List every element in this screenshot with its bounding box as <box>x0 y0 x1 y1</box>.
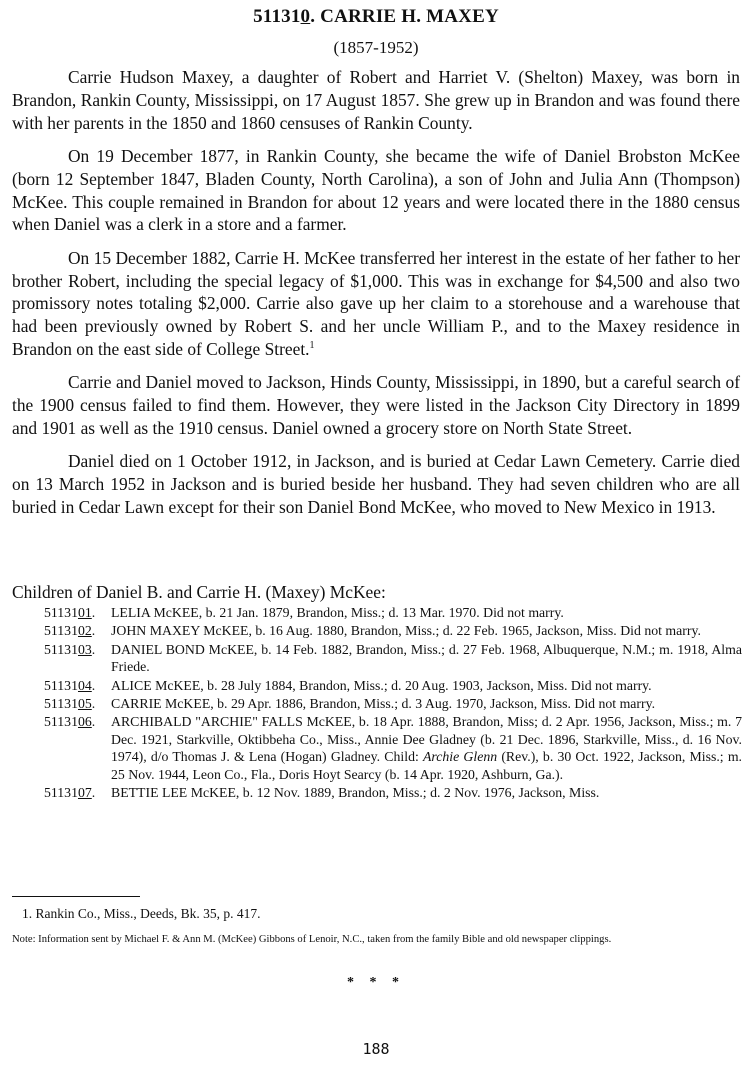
list-item <box>44 622 742 639</box>
life-dates: (1857-1952) <box>333 38 419 57</box>
paragraph: On 15 December 1882, Carrie H. McKee transferred her interest in the estate of her father to her brother Robert, including the special legacy of $1,000. This was in exchange for $4,500 and also two promissory notes totaling $2,000. Carrie also gave up her claim to a storehouse and a warehouse that had been previously owned by Robert S. and her uncle William P., and to the Maxey residence in Brandon on the east side of College Street.$^1$ <box>12 247 740 359</box>
list-item <box>44 713 742 783</box>
child-number: 5113104. <box>44 677 96 693</box>
child-text: LELIA McKEE, b. 21 Jan. 1879, Brandon, Miss.; d. 13 Mar. 1970. Did not marry. <box>111 605 564 620</box>
child-number: 5113101. <box>44 605 96 620</box>
section-separator: * * * <box>347 975 405 990</box>
child-text: ARCHIBALD "ARCHIE" FALLS McKEE, b. 18 Apr. 1888, Brandon, Miss; d. 2 Apr. 1956, Jackson, Miss.; m. 7 Dec. 1921, Starkville, Oktibbeha Co., Miss., Annie Dee Gladney (b. 21 Dec. 1896, Starkville, Miss., d. 16 Nov. 1974), d/o Thomas J. & Lena (Hogan) Gladney. Child: Archie Glenn (Rev.), b. 30 Oct. 1922, Jackson, Miss.; m. 25 Nov. 1944, Leon Co., Fla., Doris Hoyt Searcy (b. 14 Apr. 1920, Ashburn, Ga.). <box>111 714 743 782</box>
child-text: JOHN MAXEY McKEE, b. 16 Aug. 1880, Brandon, Miss.; d. 22 Feb. 1965, Jackson, Miss. Did not marry. <box>111 623 701 639</box>
child-number: 5113107. <box>44 785 96 801</box>
list-item <box>44 641 742 676</box>
child-text: ALICE McKEE, b. 28 July 1884, Brandon, Miss.; d. 20 Aug. 1903, Jackson, Miss. Did not marry. <box>111 677 652 693</box>
page-number: 188 <box>362 1040 390 1058</box>
child-number: 5113103. <box>44 641 96 657</box>
footnote: 1. Rankin Co., Miss., Deeds, Bk. 35, p. 417. <box>22 906 261 921</box>
footnote-marker: 1 <box>309 340 315 352</box>
paragraph: Carrie Hudson Maxey, a daughter of Robert and Harriet V. (Shelton) Maxey, was born in Brandon, Rankin County, Mississippi, on 17 August 1857. She grew up in Brandon and was found there with her parents in the 1850 and 1860 censuses of Rankin County. <box>12 67 740 133</box>
list-item <box>44 604 742 621</box>
paragraph: Daniel died on 1 October 1912, in Jackson, and is buried at Cedar Lawn Cemetery. Carrie died on 13 March 1952 in Jackson and is buried beside her husband. They had seven children who are all buried in Cedar Lawn except for their son Daniel Bond McKee, who moved to New Mexico in 1913. <box>12 451 740 517</box>
child-text: CARRIE McKEE, b. 29 Apr. 1886, Brandon, Miss.; d. 3 Aug. 1970, Jackson, Miss. Did not marry. <box>111 696 656 712</box>
entry-name: . CARRIE H. MAXEY <box>310 6 499 27</box>
list-item <box>44 695 742 712</box>
footnote-divider <box>12 896 140 897</box>
child-number: 5113105. <box>44 696 96 712</box>
page-title <box>12 6 740 28</box>
list-item <box>44 784 742 801</box>
children-list <box>44 604 742 802</box>
entry-number: 511310 <box>253 6 311 27</box>
paragraph: On 19 December 1877, in Rankin County, she became the wife of Daniel Brobston McKee (born 12 September 1847, Bladen County, North Carolina), a son of John and Julia Ann (Thompson) McKee. This couple remained in Brandon for about 12 years and were located there in the 1880 census when Daniel was a clerk in a store and a farmer. <box>12 145 740 235</box>
child-number: 5113106. <box>44 714 96 730</box>
child-text: DANIEL BOND McKEE, b. 14 Feb. 1882, Brandon, Miss.; d. 27 Feb. 1968, Albuquerque, N.M.; m. 1918, Alma Friede. <box>111 641 742 675</box>
list-item <box>44 677 742 694</box>
child-text: BETTIE LEE McKEE, b. 12 Nov. 1889, Brandon, Miss.; d. 2 Nov. 1976, Jackson, Miss. <box>111 785 600 801</box>
paragraph: Carrie and Daniel moved to Jackson, Hinds County, Mississippi, in 1890, but a careful search of the 1900 census failed to find them. However, they were listed in the Jackson City Directory in 1899 and 1901 as well as the 1910 census. Daniel owned a grocery store on North State Street. <box>12 372 740 438</box>
children-heading: Children of Daniel B. and Carrie H. (Maxey) McKee: <box>12 582 386 602</box>
biography-text <box>12 66 740 529</box>
source-note: Note: Information sent by Michael F. & Ann M. (McKee) Gibbons of Lenoir, N.C., taken from the family Bible and old newspaper clippings. <box>12 934 612 945</box>
child-number: 5113102. <box>44 623 96 639</box>
